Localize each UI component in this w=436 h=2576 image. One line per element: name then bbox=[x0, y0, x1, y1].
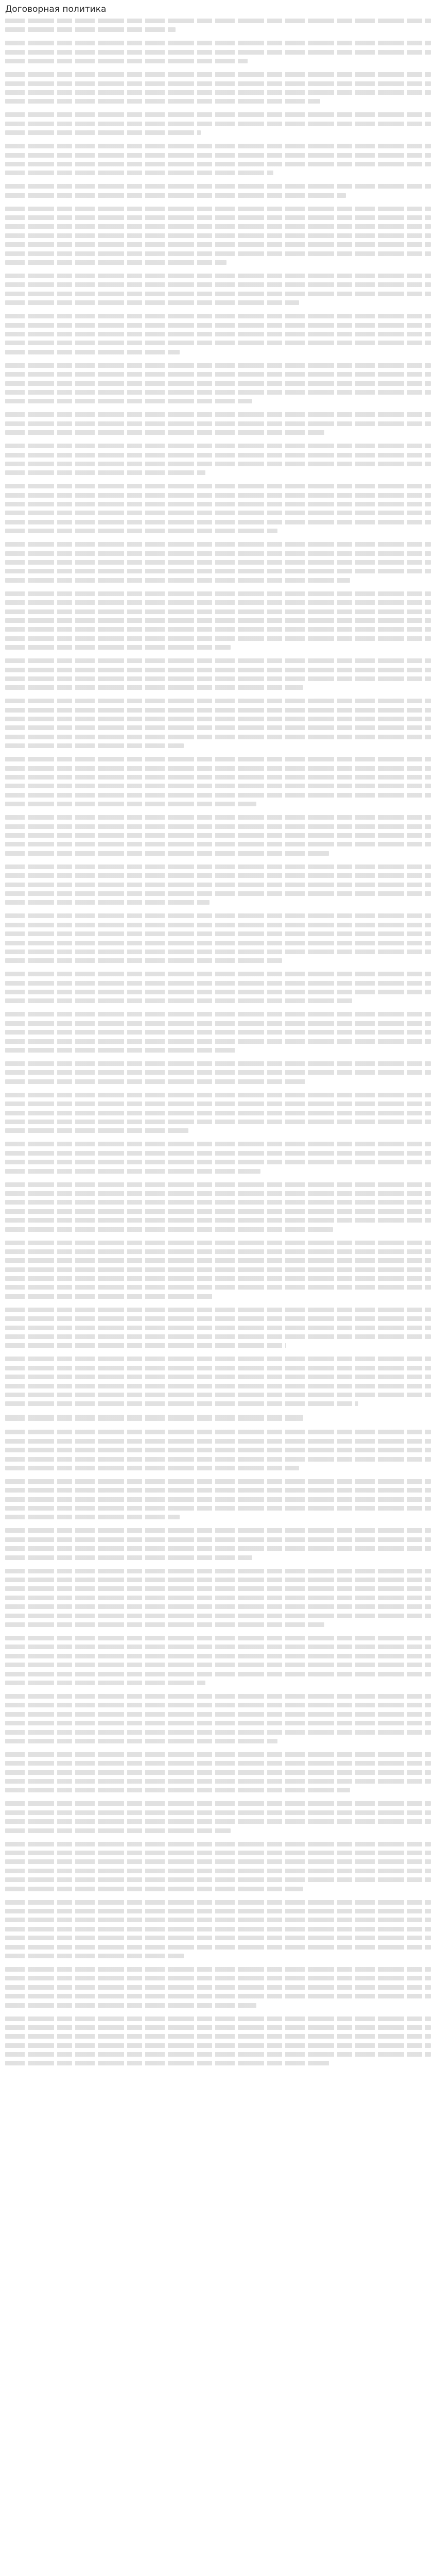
article-paragraph bbox=[5, 699, 431, 748]
article-paragraph bbox=[5, 1900, 431, 1958]
article-paragraph bbox=[5, 1528, 431, 1560]
article-paragraph bbox=[5, 19, 431, 32]
article-paragraph bbox=[5, 1694, 431, 1743]
article-paragraph bbox=[5, 1182, 431, 1232]
page-title: Договорная политика bbox=[5, 4, 107, 14]
article-paragraph bbox=[5, 1569, 431, 1627]
article-paragraph bbox=[5, 1479, 431, 1520]
article-paragraph bbox=[5, 757, 431, 806]
article-paragraph bbox=[5, 1430, 431, 1470]
article-paragraph bbox=[5, 658, 431, 690]
article-paragraph bbox=[5, 41, 431, 63]
article-paragraph bbox=[5, 1636, 431, 1685]
article-paragraph bbox=[5, 1012, 431, 1053]
article-paragraph bbox=[5, 274, 431, 305]
article-paragraph bbox=[5, 363, 431, 404]
article-paragraph bbox=[5, 412, 431, 435]
article-body bbox=[5, 19, 431, 2065]
article-paragraph bbox=[5, 1308, 431, 1348]
article-paragraph bbox=[5, 1357, 431, 1406]
article-paragraph bbox=[5, 815, 431, 856]
article-paragraph bbox=[5, 1142, 431, 1173]
article-paragraph bbox=[5, 207, 431, 265]
article-paragraph bbox=[5, 184, 431, 197]
article-paragraph bbox=[5, 591, 431, 650]
article-paragraph bbox=[5, 1093, 431, 1133]
article-paragraph bbox=[5, 913, 431, 963]
article-paragraph bbox=[5, 484, 431, 533]
article-paragraph bbox=[5, 1241, 431, 1299]
article-paragraph bbox=[5, 112, 431, 135]
article-paragraph bbox=[5, 444, 431, 475]
article-paragraph bbox=[5, 1061, 431, 1084]
article-paragraph bbox=[5, 1842, 431, 1891]
article-paragraph bbox=[5, 314, 431, 354]
article-paragraph bbox=[5, 542, 431, 583]
article-paragraph bbox=[5, 1752, 431, 1793]
article-paragraph bbox=[5, 2016, 431, 2066]
article-paragraph bbox=[5, 1801, 431, 1833]
article-paragraph bbox=[5, 72, 431, 104]
article-paragraph bbox=[5, 144, 431, 175]
section-heading bbox=[5, 1415, 431, 1425]
article-paragraph bbox=[5, 1967, 431, 2008]
article-paragraph bbox=[5, 972, 431, 1003]
article-paragraph bbox=[5, 865, 431, 905]
